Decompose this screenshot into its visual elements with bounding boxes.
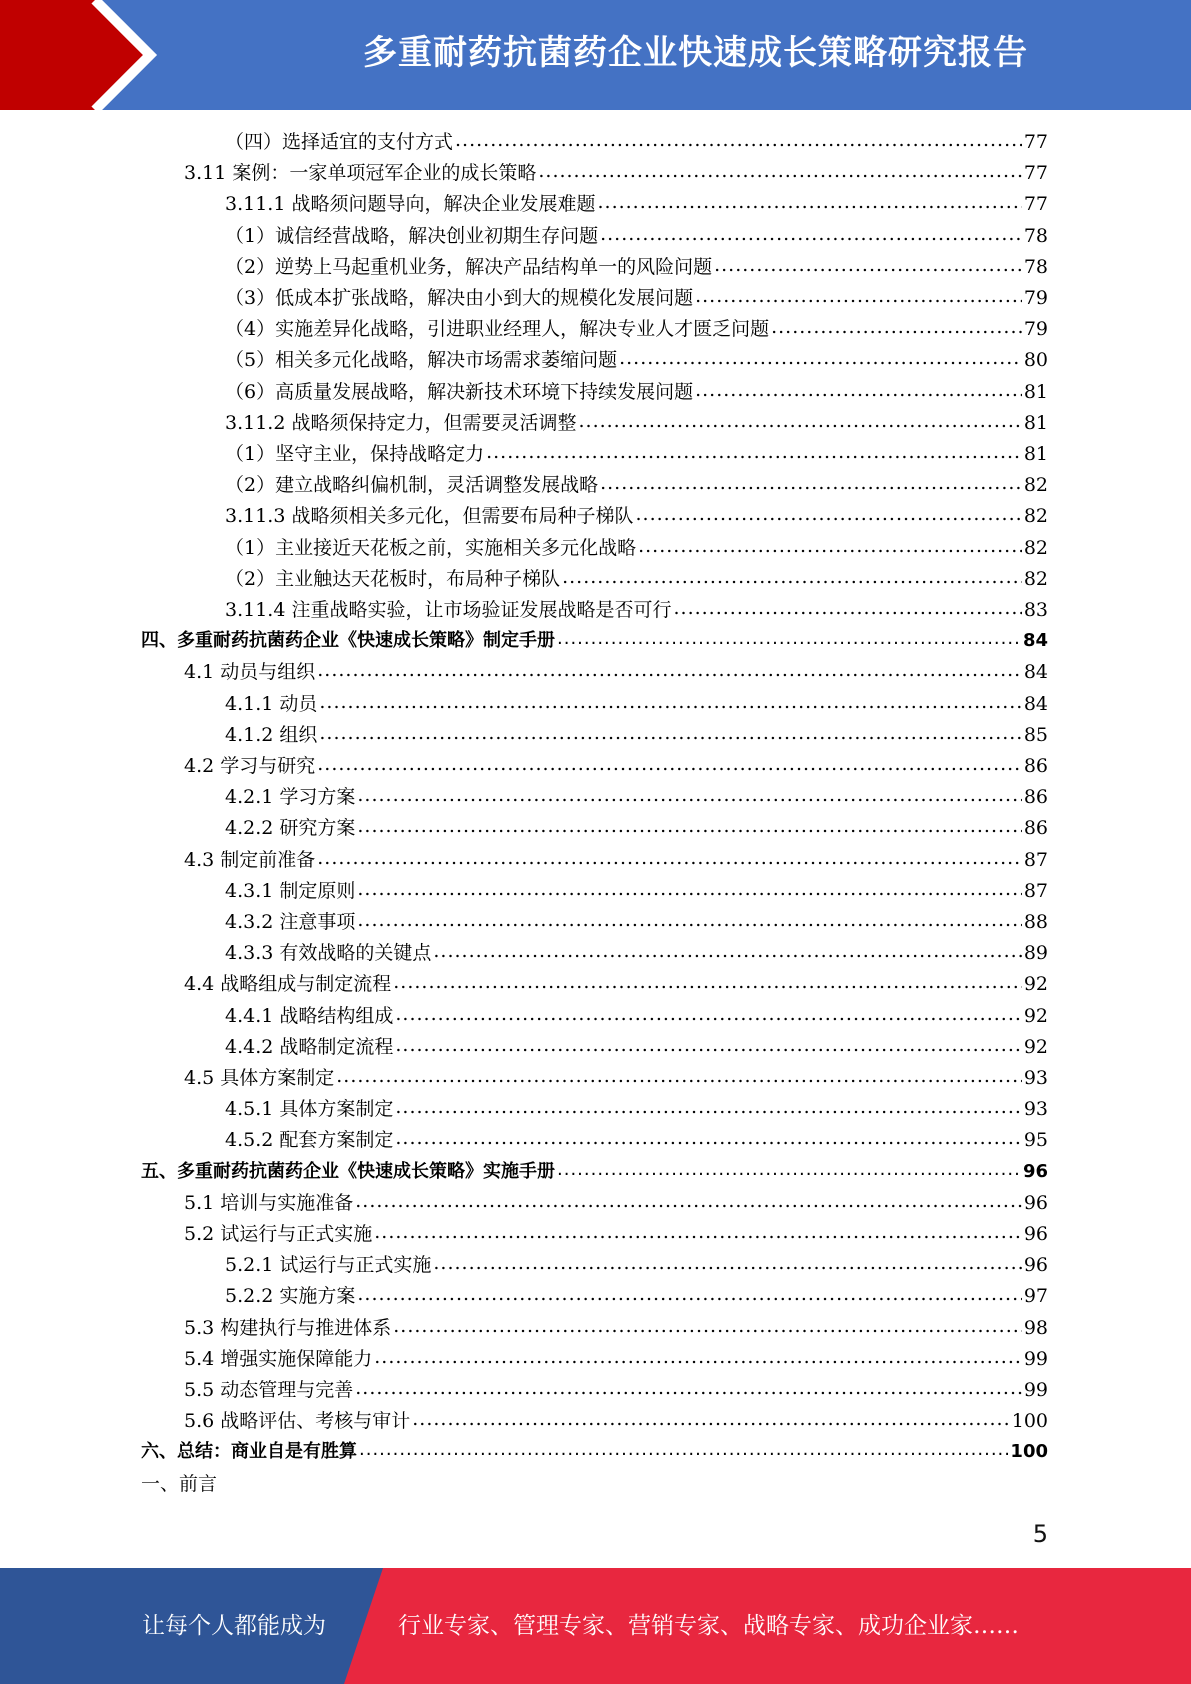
toc-entry-page: 77 [1023, 193, 1048, 216]
toc-entry-label: 5.4 增强实施保障能力 [184, 1347, 373, 1370]
toc-leader-dots [557, 1159, 1021, 1177]
toc-leader-dots [319, 691, 1021, 710]
toc-entry-page: 86 [1023, 755, 1048, 777]
toc-entry-page: 82 [1023, 505, 1048, 528]
toc-leader-dots [336, 1065, 1022, 1084]
toc-entry-label: 4.5.1 具体方案制定 [225, 1098, 394, 1121]
toc-entry-label: 四、多重耐药抗菌药企业《快速成长策略》制定手册 [141, 630, 555, 652]
toc-entry-page: 100 [1010, 1441, 1048, 1463]
toc-entry[interactable] [184, 1219, 1048, 1250]
toc-entry-label: （6）高质量发展战略，解决新技术环境下持续发展问题 [225, 380, 694, 403]
page-footer [0, 1568, 1191, 1684]
toc-leader-dots [357, 878, 1021, 897]
toc-entry[interactable] [225, 470, 1048, 501]
report-title: 多重耐药抗菌药企业快速成长策略研究报告 [363, 33, 1028, 73]
toc-entry-label: （四）选择适宜的支付方式 [225, 131, 454, 153]
toc-leader-dots [619, 347, 1022, 366]
toc-entry-page: 86 [1023, 817, 1048, 840]
toc-leader-dots [673, 597, 1021, 616]
toc-entry[interactable] [225, 1001, 1048, 1032]
toc-entry-page: 96 [1023, 1254, 1048, 1277]
toc-entry[interactable] [225, 938, 1048, 969]
toc-leader-dots [395, 1096, 1021, 1115]
toc-entry[interactable] [225, 1281, 1048, 1312]
toc-entry[interactable] [225, 283, 1048, 314]
toc-entry-page: 80 [1023, 349, 1048, 372]
toc-entry-label: 4.4.2 战略制定流程 [225, 1035, 394, 1058]
toc-entry-label: 4.4 战略组成与制定流程 [184, 973, 392, 996]
toc-entry-page: 84 [1022, 630, 1048, 652]
toc-leader-dots [359, 1439, 1008, 1457]
toc-entry-label: 4.5 具体方案制定 [184, 1067, 335, 1089]
toc-entry-label: 4.3.2 注意事项 [225, 911, 356, 933]
toc-entry-label: 4.3.3 有效战略的关键点 [225, 942, 432, 965]
toc-entry[interactable] [184, 1313, 1048, 1344]
toc-entry-label: （2）逆势上马起重机业务，解决产品结构单一的风险问题 [225, 255, 713, 278]
toc-leader-dots [486, 441, 1022, 460]
toc-entry[interactable] [225, 1250, 1048, 1281]
toc-entry[interactable] [225, 1125, 1048, 1156]
toc-entry-page: 81 [1023, 443, 1048, 465]
toc-entry-label: 5.2 试运行与正式实施 [184, 1223, 373, 1245]
toc-entry-label: （5）相关多元化战略，解决市场需求萎缩问题 [225, 349, 618, 372]
toc-entry-label: （3）低成本扩张战略，解决由小到大的规模化发展问题 [225, 287, 694, 309]
toc-entry[interactable] [225, 501, 1048, 532]
toc-leader-dots [393, 1315, 1022, 1334]
toc-entry-page: 86 [1023, 786, 1048, 809]
toc-entry-label: （1）诚信经营战略，解决创业初期生存问题 [225, 224, 599, 247]
toc-leader-dots [357, 815, 1021, 834]
toc-entry[interactable] [225, 533, 1048, 564]
toc-entry[interactable] [225, 564, 1048, 595]
toc-leader-dots [357, 784, 1021, 803]
toc-entry-label: 4.1.1 动员 [225, 692, 318, 715]
toc-entry-label: 4.1 动员与组织 [184, 661, 316, 684]
toc-leader-dots [317, 753, 1022, 772]
toc-entry[interactable] [225, 720, 1048, 751]
toc-leader-dots [455, 129, 1022, 148]
toc-entry-page: 89 [1023, 942, 1048, 965]
toc-leader-dots [771, 316, 1022, 335]
toc-leader-dots [695, 285, 1022, 304]
toc-entry-page: 81 [1023, 411, 1048, 434]
toc-entry-label: 六、总结：商业自是有胜算 [141, 1441, 357, 1463]
toc-entry-page: 96 [1022, 1160, 1048, 1182]
page-header [0, 0, 1191, 110]
toc-entry-label: 3.11.1 战略须问题导向，解决企业发展难题 [225, 193, 596, 216]
toc-entry[interactable] [184, 845, 1048, 876]
toc-entry-label: 4.2 学习与研究 [184, 755, 316, 777]
toc-entry[interactable] [184, 969, 1048, 1000]
toc-leader-dots [562, 566, 1022, 585]
toc-entry-label: （2）主业触达天花板时，布局种子梯队 [225, 567, 561, 590]
toc-entry-label: 3.11 案例：一家单项冠军企业的成长策略 [184, 162, 537, 185]
toc-entry[interactable] [225, 595, 1048, 626]
toc-entry[interactable] [184, 1344, 1048, 1375]
footer-slogan-right: 行业专家、管理专家、营销专家、战略专家、成功企业家…… [398, 1613, 1019, 1639]
toc-entry[interactable] [184, 657, 1048, 688]
toc-entry-page: 77 [1023, 162, 1048, 185]
toc-entry-label: 4.4.1 战略结构组成 [225, 1004, 394, 1027]
toc-leader-dots [578, 410, 1021, 429]
toc-entry-page: 99 [1023, 1379, 1048, 1401]
toc-entry-page: 87 [1023, 848, 1048, 871]
toc-entry-page: 92 [1023, 973, 1048, 996]
toc-leader-dots [714, 254, 1022, 273]
toc-entry-label: 3.11.3 战略须相关多元化，但需要布局种子梯队 [225, 505, 634, 528]
toc-leader-dots [355, 1190, 1022, 1209]
toc-entry[interactable] [184, 158, 1048, 189]
toc-entry-page: 87 [1023, 879, 1048, 902]
toc-entry-page: 78 [1023, 224, 1048, 247]
toc-entry-page: 93 [1023, 1098, 1048, 1121]
toc-entry-page: 79 [1023, 287, 1048, 309]
toc-entry-label: 5.2.2 实施方案 [225, 1285, 356, 1308]
toc-entry-page: 96 [1023, 1191, 1048, 1214]
toc-entry[interactable] [225, 314, 1048, 345]
toc-entry[interactable] [184, 1375, 1048, 1406]
toc-entry-label: 4.2.1 学习方案 [225, 786, 356, 809]
toc-entry[interactable] [225, 1032, 1048, 1063]
toc-leader-dots [317, 847, 1022, 866]
toc-entry-page: 85 [1023, 723, 1048, 746]
toc-entry[interactable] [225, 1094, 1048, 1125]
toc-entry-page: 84 [1023, 661, 1048, 684]
page-number: 5 [1032, 1520, 1048, 1548]
toc-entry[interactable] [225, 439, 1048, 470]
toc-entry-page: 82 [1023, 536, 1048, 559]
trailing-heading: 一、前言 [141, 1472, 218, 1495]
toc-entry[interactable] [184, 1406, 1048, 1437]
toc-entry-label: （4）实施差异化战略，引进职业经理人，解决专业人才匮乏问题 [225, 318, 770, 341]
toc-leader-dots [357, 1283, 1021, 1302]
toc-entry[interactable] [225, 127, 1048, 158]
toc-entry-label: 5.3 构建执行与推进体系 [184, 1316, 392, 1339]
toc-entry[interactable] [225, 907, 1048, 938]
toc-leader-dots [557, 628, 1021, 646]
toc-entry-label: （2）建立战略纠偏机制，灵活调整发展战略 [225, 474, 599, 497]
toc-leader-dots [317, 659, 1022, 678]
toc-entry[interactable] [225, 876, 1048, 907]
toc-entry-page: 77 [1023, 131, 1048, 153]
toc-leader-dots [538, 160, 1021, 179]
toc-entry-label: 3.11.4 注重战略实验，让市场验证发展战略是否可行 [225, 599, 672, 621]
toc-entry-page: 98 [1023, 1316, 1048, 1339]
toc-entry-label: 4.3 制定前准备 [184, 848, 316, 871]
toc-entry-label: 3.11.2 战略须保持定力，但需要灵活调整 [225, 411, 577, 434]
toc-leader-dots [355, 1377, 1022, 1396]
toc-entry-page: 100 [1011, 1410, 1048, 1433]
toc-entry-label: 4.1.2 组织 [225, 723, 318, 746]
toc-entry-label: （1）主业接近天花板之前，实施相关多元化战略 [225, 536, 637, 559]
toc-entry-label: 5.2.1 试运行与正式实施 [225, 1254, 432, 1277]
toc-entry[interactable] [225, 782, 1048, 813]
toc-entry-page: 93 [1023, 1067, 1048, 1089]
toc-entry-page: 88 [1023, 911, 1048, 933]
toc-entry-page: 97 [1023, 1285, 1048, 1308]
toc-entry-page: 99 [1023, 1347, 1048, 1370]
toc-entry-page: 81 [1023, 380, 1048, 403]
toc-entry[interactable] [225, 252, 1048, 283]
toc-leader-dots [395, 1003, 1021, 1022]
toc-entry-page: 84 [1023, 692, 1048, 715]
toc-entry-page: 95 [1023, 1129, 1048, 1152]
toc-entry-label: （1）坚守主业，保持战略定力 [225, 443, 485, 465]
toc-entry[interactable] [225, 189, 1048, 220]
toc-leader-dots [395, 1127, 1021, 1146]
footer-slogan-left: 让每个人都能成为 [142, 1613, 326, 1639]
toc-leader-dots [597, 191, 1021, 210]
toc-leader-dots [600, 472, 1022, 491]
toc-entry-page: 82 [1023, 567, 1048, 590]
toc-leader-dots [635, 503, 1021, 522]
toc-leader-dots [695, 379, 1022, 398]
toc-entry-label: 五、多重耐药抗菌药企业《快速成长策略》实施手册 [141, 1160, 555, 1182]
toc-leader-dots [638, 535, 1022, 554]
toc-entry[interactable] [225, 813, 1048, 844]
toc-entry-label: 4.5.2 配套方案制定 [225, 1129, 394, 1152]
toc-leader-dots [433, 940, 1021, 959]
toc-entry[interactable] [225, 689, 1048, 720]
toc-leader-dots [319, 722, 1021, 741]
toc-chapter-entry[interactable] [141, 1437, 1048, 1468]
toc-entry[interactable] [184, 1188, 1048, 1219]
toc-entry-page: 78 [1023, 255, 1048, 278]
toc-entry-page: 79 [1023, 318, 1048, 341]
toc-leader-dots [374, 1221, 1022, 1240]
toc-entry-label: 5.5 动态管理与完善 [184, 1379, 354, 1401]
toc-chapter-entry[interactable] [141, 626, 1048, 657]
toc-entry-label: 4.3.1 制定原则 [225, 879, 356, 902]
toc-leader-dots [433, 1252, 1021, 1271]
toc-entry-label: 5.6 战略评估、考核与审计 [184, 1410, 411, 1433]
toc-leader-dots [393, 971, 1022, 990]
toc-entry-page: 82 [1023, 474, 1048, 497]
toc-leader-dots [600, 223, 1022, 242]
toc-chapter-entry[interactable] [141, 1157, 1048, 1188]
toc-entry[interactable] [225, 221, 1048, 252]
toc-entry[interactable] [225, 408, 1048, 439]
toc-entry[interactable] [225, 377, 1048, 408]
toc-entry-label: 4.2.2 研究方案 [225, 817, 356, 840]
toc-leader-dots [412, 1408, 1009, 1427]
toc-entry-page: 92 [1023, 1035, 1048, 1058]
toc-entry[interactable] [225, 345, 1048, 376]
toc-entry[interactable] [184, 751, 1048, 782]
toc-entry-page: 83 [1023, 599, 1048, 621]
toc-leader-dots [395, 1034, 1021, 1053]
toc-entry-page: 96 [1023, 1223, 1048, 1245]
toc-leader-dots [374, 1346, 1022, 1365]
toc-entry-page: 92 [1023, 1004, 1048, 1027]
toc-leader-dots [357, 909, 1021, 928]
toc-entry[interactable] [184, 1063, 1048, 1094]
toc-entry-label: 5.1 培训与实施准备 [184, 1191, 354, 1214]
